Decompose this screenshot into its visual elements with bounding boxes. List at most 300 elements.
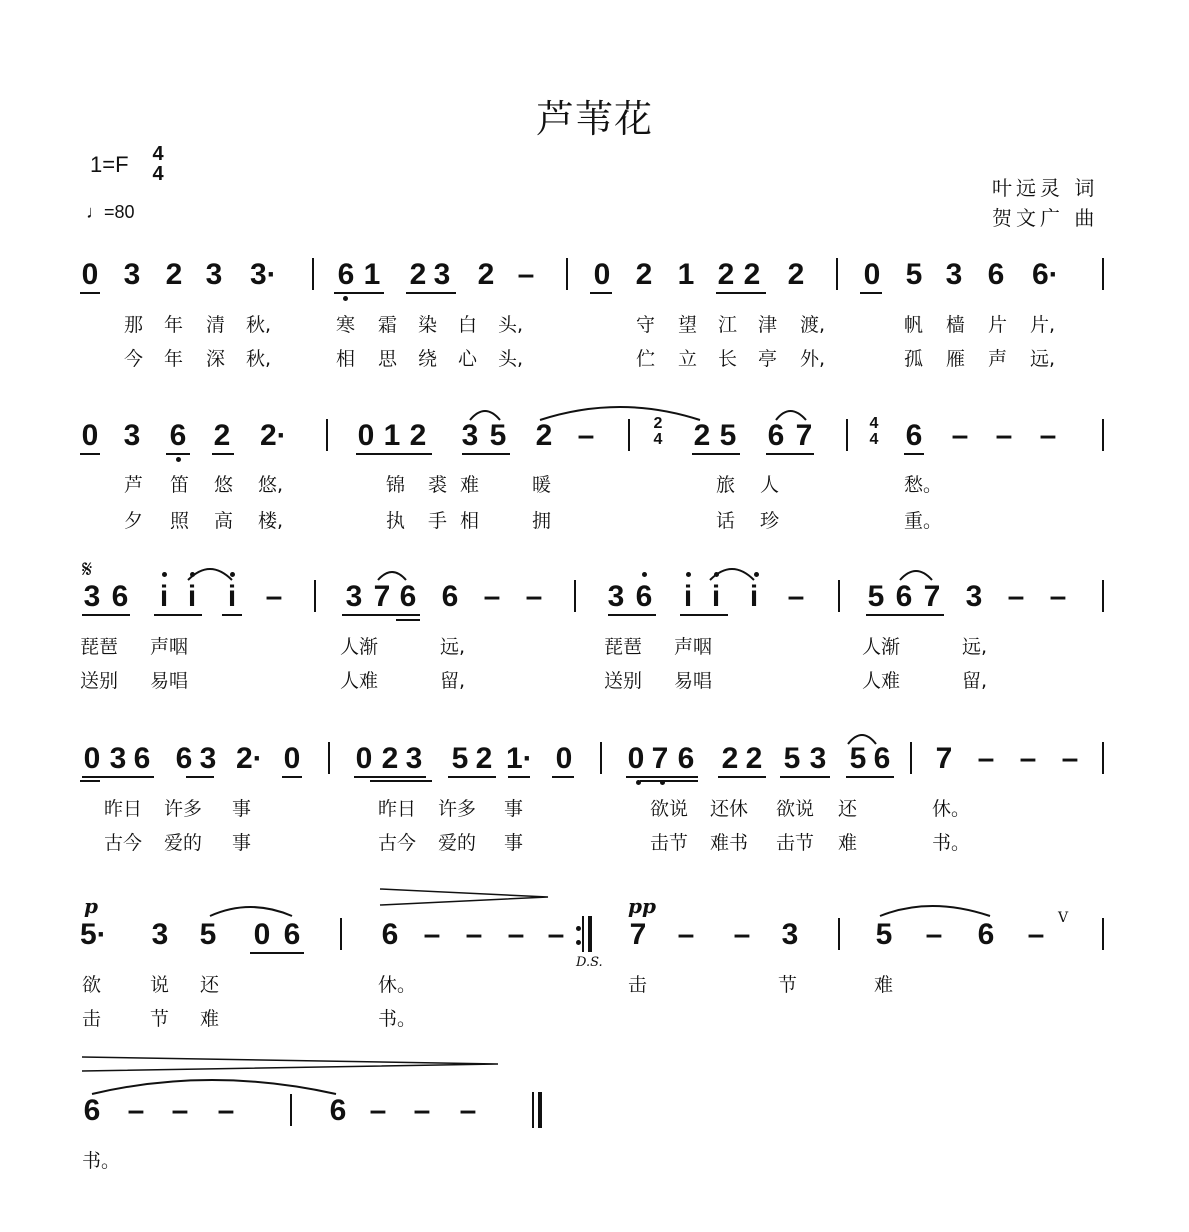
lyric-verse-2: 古今	[104, 832, 143, 854]
note: 2	[409, 258, 427, 291]
note: –	[677, 918, 695, 951]
barline	[290, 1094, 292, 1126]
lyric-verse-1: 琵琶	[80, 636, 119, 658]
slur	[378, 572, 406, 580]
underline-beam	[552, 776, 574, 778]
note: 3	[205, 258, 223, 291]
lyric-verse-2: 击	[82, 1008, 102, 1030]
underline-beam	[448, 776, 496, 778]
underline-beam	[406, 292, 456, 294]
lyric-verse-2: 易唱	[674, 670, 713, 692]
underline-beam	[904, 453, 924, 455]
note: 2	[743, 258, 761, 291]
lyric-verse-1: 说	[150, 974, 170, 996]
barline	[340, 918, 342, 950]
note: i	[711, 580, 721, 613]
octave-dot	[162, 572, 167, 577]
lyric-verse-2: 书。	[932, 832, 971, 854]
lyric-verse-2: 事	[504, 832, 524, 854]
barline	[600, 742, 602, 774]
note: –	[995, 419, 1013, 452]
barline	[628, 419, 630, 451]
note: 3	[809, 742, 827, 775]
slur	[540, 407, 700, 420]
note: –	[1039, 419, 1057, 452]
note: –	[1007, 580, 1025, 613]
lyric-verse-1: 人	[760, 474, 780, 496]
note: 6	[337, 258, 355, 291]
lyric-verse-2: 相	[336, 348, 356, 370]
lyric-verse-2: 古今	[378, 832, 417, 854]
octave-dot	[343, 296, 348, 301]
note: 3	[405, 742, 423, 775]
note: –	[483, 580, 501, 613]
lyric-verse-1: 欲说	[650, 798, 689, 820]
note: 2	[381, 742, 399, 775]
barline	[836, 258, 838, 290]
note: 3	[965, 580, 983, 613]
lyric-verse-2: 人难	[862, 670, 901, 692]
note: 5	[199, 918, 217, 951]
lyric-verse-2: 照	[170, 510, 190, 532]
lyric-verse-1: 锦	[386, 474, 406, 496]
time-denominator: 4	[152, 163, 164, 185]
note: 6	[175, 742, 193, 775]
lyric-verse-2: 雁	[946, 348, 966, 370]
note: 5·	[80, 918, 107, 951]
note: 0	[627, 742, 645, 775]
lyric-verse-1: 许多	[438, 798, 477, 820]
note: –	[787, 580, 805, 613]
lyric-verse-1: 休。	[378, 974, 417, 996]
lyric-verse-1: 寒	[336, 314, 356, 336]
lyric-verse-2: 爱的	[438, 832, 477, 854]
note: –	[171, 1094, 189, 1127]
lyric-verse-1: 击	[628, 974, 648, 996]
note: 3	[151, 918, 169, 951]
octave-dot	[190, 572, 195, 577]
note: 1	[383, 419, 401, 452]
lyric-verse-2: 击节	[776, 832, 815, 854]
lyric-verse-2: 击节	[650, 832, 689, 854]
lyric-verse-1: 片,	[1030, 314, 1056, 336]
lyric-verse-2: 伫	[636, 348, 656, 370]
note: 3	[123, 258, 141, 291]
note: 1	[677, 258, 695, 291]
note: –	[577, 419, 595, 452]
song-title: 芦苇花	[535, 97, 653, 141]
lyric-verse-1: 还	[200, 974, 220, 996]
note: 0	[357, 419, 375, 452]
lyric-verse-2: 人难	[340, 670, 379, 692]
note: 0	[253, 918, 271, 951]
lyric-verse-1: 年	[164, 314, 184, 336]
lyricist-credit: 叶远灵 词	[992, 176, 1099, 200]
lyric-verse-1: 霜	[378, 314, 398, 336]
note: 6	[169, 419, 187, 452]
note: –	[977, 742, 995, 775]
note: 7	[923, 580, 941, 613]
lyric-verse-1: 声咽	[674, 636, 713, 658]
underline-beam	[342, 614, 420, 616]
note: 6	[635, 580, 653, 613]
note: 3	[123, 419, 141, 452]
lyric-verse-1: 旅	[716, 474, 736, 496]
note: 2	[721, 742, 739, 775]
tempo-marking: ♩=80	[86, 202, 135, 222]
lyric-verse-2: 远,	[1030, 348, 1056, 370]
note: i	[749, 580, 759, 613]
note: 2	[475, 742, 493, 775]
note: 7	[935, 742, 953, 775]
note: 6	[873, 742, 891, 775]
note: 6	[283, 918, 301, 951]
underline-beam	[80, 453, 100, 455]
lyric-verse-1: 事	[504, 798, 524, 820]
barline	[910, 742, 912, 774]
note: 2	[535, 419, 553, 452]
lyric-verse-2: 手	[428, 510, 448, 532]
note: 2	[409, 419, 427, 452]
lyric-verse-2: 长	[718, 348, 738, 370]
octave-dot	[642, 572, 647, 577]
underline-beam	[354, 776, 426, 778]
note: 0	[83, 742, 101, 775]
note: 2	[165, 258, 183, 291]
lyric-verse-2: 深	[206, 348, 226, 370]
note: 6·	[1032, 258, 1059, 291]
lyric-verse-2: 心	[458, 348, 478, 370]
barline	[328, 742, 330, 774]
underline-beam	[80, 780, 100, 782]
barline	[1102, 258, 1104, 290]
lyric-verse-1: 还休	[710, 798, 749, 820]
note: 2	[717, 258, 735, 291]
underline-beam	[716, 292, 766, 294]
note: 6	[329, 1094, 347, 1127]
barline	[1102, 419, 1104, 451]
lyric-verse-1: 琵琶	[604, 636, 643, 658]
barline	[588, 916, 592, 952]
lyric-verse-1: 远,	[440, 636, 466, 658]
note: 0	[81, 419, 99, 452]
note: 6	[905, 419, 923, 452]
note: –	[1019, 742, 1037, 775]
note: –	[465, 918, 483, 951]
dal-segno-mark: D.S.	[576, 955, 603, 970]
lyric-verse-1: 人渐	[340, 636, 379, 658]
decrescendo-hairpin	[380, 889, 548, 905]
underline-beam	[106, 776, 154, 778]
note: –	[1061, 742, 1079, 775]
lyric-verse-2: 秋,	[246, 348, 272, 370]
note: –	[517, 258, 535, 291]
barline	[846, 419, 848, 451]
lyric-verse-2: 高	[214, 510, 234, 532]
lyric-verse-2: 留,	[440, 670, 466, 692]
barline	[532, 1092, 534, 1128]
lyric-verse-2: 思	[378, 348, 398, 370]
lyric-verse-1: 片	[988, 314, 1008, 336]
lyric-verse-1: 樯	[946, 314, 966, 336]
lyric-verse-1: 欲	[82, 974, 102, 996]
octave-dot	[686, 572, 691, 577]
lyric-verse-2: 话	[716, 510, 736, 532]
note: 5	[849, 742, 867, 775]
barline	[538, 1092, 542, 1128]
composer-credit: 贺文广 曲	[992, 206, 1099, 230]
lyric-verse-2: 头,	[498, 348, 524, 370]
note: –	[733, 918, 751, 951]
note: 3	[109, 742, 127, 775]
note: 3	[345, 580, 363, 613]
note: i	[683, 580, 693, 613]
dynamic-pianissimo: pp	[628, 894, 656, 918]
octave-dot	[576, 940, 581, 945]
note: 5	[489, 419, 507, 452]
lyric-verse-2: 孤	[904, 348, 924, 370]
lyric-verse-1: 秋,	[246, 314, 272, 336]
lyric-verse-1: 守	[636, 314, 656, 336]
underline-beam	[640, 780, 698, 782]
note: –	[459, 1094, 477, 1127]
note: 7	[373, 580, 391, 613]
lyric-verse-1: 昨日	[104, 798, 143, 820]
slur	[900, 571, 932, 580]
lyric-verse-1: 悠	[214, 474, 234, 496]
lyric-verse-2: 执	[386, 510, 406, 532]
lyric-verse-2: 立	[678, 348, 698, 370]
note: 0	[283, 742, 301, 775]
note: 5	[875, 918, 893, 951]
time-denominator: 4	[869, 431, 879, 448]
time-signature-change	[648, 416, 668, 448]
lyric-verse-2: 年	[164, 348, 184, 370]
underline-beam	[846, 776, 894, 778]
underline-beam	[186, 776, 214, 778]
note: 3	[461, 419, 479, 452]
note: 6	[381, 918, 399, 951]
note: 2	[787, 258, 805, 291]
time-numerator: 4	[869, 415, 879, 432]
note: –	[369, 1094, 387, 1127]
lyric-verse-2: 送别	[80, 670, 119, 692]
lyric-verse-1: 人渐	[862, 636, 901, 658]
barline	[1102, 580, 1104, 612]
note: 0	[863, 258, 881, 291]
lyric-verse-2: 珍	[760, 510, 780, 532]
note: –	[925, 918, 943, 951]
lyric-verse-2: 亭	[758, 348, 778, 370]
lyric-verse-2: 留,	[962, 670, 988, 692]
underline-beam	[692, 453, 740, 455]
note: 0	[593, 258, 611, 291]
note: 2	[745, 742, 763, 775]
lyric-verse-1: 白	[458, 314, 478, 336]
underline-beam	[166, 453, 190, 455]
note: –	[951, 419, 969, 452]
lyric-verse-1: 欲说	[776, 798, 815, 820]
note: 0	[355, 742, 373, 775]
note: 6	[111, 580, 129, 613]
lyric-verse-2: 送别	[604, 670, 643, 692]
underline-beam	[82, 614, 130, 616]
note: 2·	[260, 419, 287, 452]
lyric-verse-1: 还	[838, 798, 858, 820]
note: –	[1049, 580, 1067, 613]
note: 5	[719, 419, 737, 452]
note: –	[413, 1094, 431, 1127]
underline-beam	[860, 292, 882, 294]
lyric-verse-2: 夕	[124, 510, 144, 532]
barline	[1102, 742, 1104, 774]
lyric-verse-1: 声咽	[150, 636, 189, 658]
note: i	[159, 580, 169, 613]
note: 2	[635, 258, 653, 291]
lyric-verse-2: 楼,	[258, 510, 284, 532]
lyric-verse-1: 那	[124, 314, 144, 336]
time-numerator: 4	[152, 143, 164, 165]
slur	[880, 906, 990, 916]
note: 3	[83, 580, 101, 613]
underline-beam	[626, 776, 698, 778]
note: 7	[795, 419, 813, 452]
lyric-verse-1: 昨日	[378, 798, 417, 820]
lyric-verse-2: 难	[838, 832, 858, 854]
lyric-verse-2: 今	[124, 348, 144, 370]
lyric-verse-1: 芦	[124, 474, 144, 496]
note: 7	[651, 742, 669, 775]
underline-beam	[780, 776, 830, 778]
lyric-verse-2: 声	[988, 348, 1008, 370]
note: –	[265, 580, 283, 613]
barline	[314, 580, 316, 612]
underline-beam	[370, 780, 432, 782]
note: i	[227, 580, 237, 613]
note: 6	[83, 1094, 101, 1127]
underline-beam	[680, 614, 728, 616]
barline	[326, 419, 328, 451]
note: 5	[783, 742, 801, 775]
note: –	[525, 580, 543, 613]
barline	[312, 258, 314, 290]
note: 2	[693, 419, 711, 452]
lyric-verse-2: 爱的	[164, 832, 203, 854]
underline-beam	[766, 453, 814, 455]
breath-mark: V	[1058, 910, 1069, 926]
octave-dot	[636, 780, 641, 785]
note: 6	[133, 742, 151, 775]
time-denominator: 4	[653, 431, 663, 448]
note: 3	[945, 258, 963, 291]
note: –	[547, 918, 565, 951]
underline-beam	[80, 292, 100, 294]
barline	[582, 916, 584, 952]
lyric-verse-2: 难	[200, 1008, 220, 1030]
underline-beam	[462, 453, 510, 455]
underline-beam	[282, 776, 302, 778]
lyric-verse-1: 事	[232, 798, 252, 820]
underline-beam	[590, 292, 612, 294]
note: –	[217, 1094, 235, 1127]
note: 0	[81, 258, 99, 291]
underline-beam	[154, 614, 202, 616]
octave-dot	[714, 572, 719, 577]
lyric-verse-2: 相	[460, 510, 480, 532]
time-signature	[148, 144, 168, 184]
note: 6	[677, 742, 695, 775]
lyric-verse-1: 暖	[532, 474, 552, 496]
time-numerator: 2	[653, 415, 663, 432]
note: i	[187, 580, 197, 613]
barline	[1102, 918, 1104, 950]
slur	[92, 1080, 336, 1094]
barline	[838, 918, 840, 950]
lyric-verse-1: 许多	[164, 798, 203, 820]
note: 6	[977, 918, 995, 951]
note: –	[1027, 918, 1045, 951]
lyric-verse-1: 书。	[82, 1150, 121, 1172]
octave-dot	[230, 572, 235, 577]
note: 1·	[506, 742, 533, 775]
note: 1	[363, 258, 381, 291]
underline-beam	[396, 619, 420, 621]
octave-dot	[754, 572, 759, 577]
underline-beam	[608, 614, 656, 616]
lyric-verse-1: 津	[758, 314, 778, 336]
note: 5	[451, 742, 469, 775]
note: 3·	[250, 258, 277, 291]
underline-beam	[250, 952, 304, 954]
lyric-verse-1: 江	[718, 314, 738, 336]
note: –	[507, 918, 525, 951]
lyric-verse-1: 远,	[962, 636, 988, 658]
lyric-verse-1: 染	[418, 314, 438, 336]
note: 2·	[236, 742, 263, 775]
note: 6	[441, 580, 459, 613]
barline	[566, 258, 568, 290]
lyric-verse-1: 清	[206, 314, 226, 336]
decrescendo-hairpin	[82, 1057, 498, 1071]
lyric-verse-1: 愁。	[904, 474, 943, 496]
octave-dot	[576, 926, 581, 931]
lyric-verse-2: 绕	[418, 348, 438, 370]
note: 6	[399, 580, 417, 613]
underline-beam	[718, 776, 766, 778]
barline	[574, 580, 576, 612]
note: 3	[433, 258, 451, 291]
note: 3	[199, 742, 217, 775]
lyric-verse-2: 重。	[904, 510, 943, 532]
lyric-verse-1: 望	[678, 314, 698, 336]
lyric-verse-2: 易唱	[150, 670, 189, 692]
lyric-verse-2: 拥	[532, 510, 552, 532]
note: 5	[905, 258, 923, 291]
lyric-verse-2: 难书	[710, 832, 749, 854]
key-signature: 1=F	[90, 152, 129, 177]
octave-dot	[660, 780, 665, 785]
note: 7	[629, 918, 647, 951]
time-signature-change	[864, 416, 884, 448]
note: 6	[987, 258, 1005, 291]
note: 3	[781, 918, 799, 951]
barline	[838, 580, 840, 612]
slur	[210, 907, 292, 916]
lyric-verse-1: 难	[460, 474, 480, 496]
lyric-verse-2: 书。	[378, 1008, 417, 1030]
lyric-verse-1: 节	[778, 974, 798, 996]
lyric-verse-2: 节	[150, 1008, 170, 1030]
